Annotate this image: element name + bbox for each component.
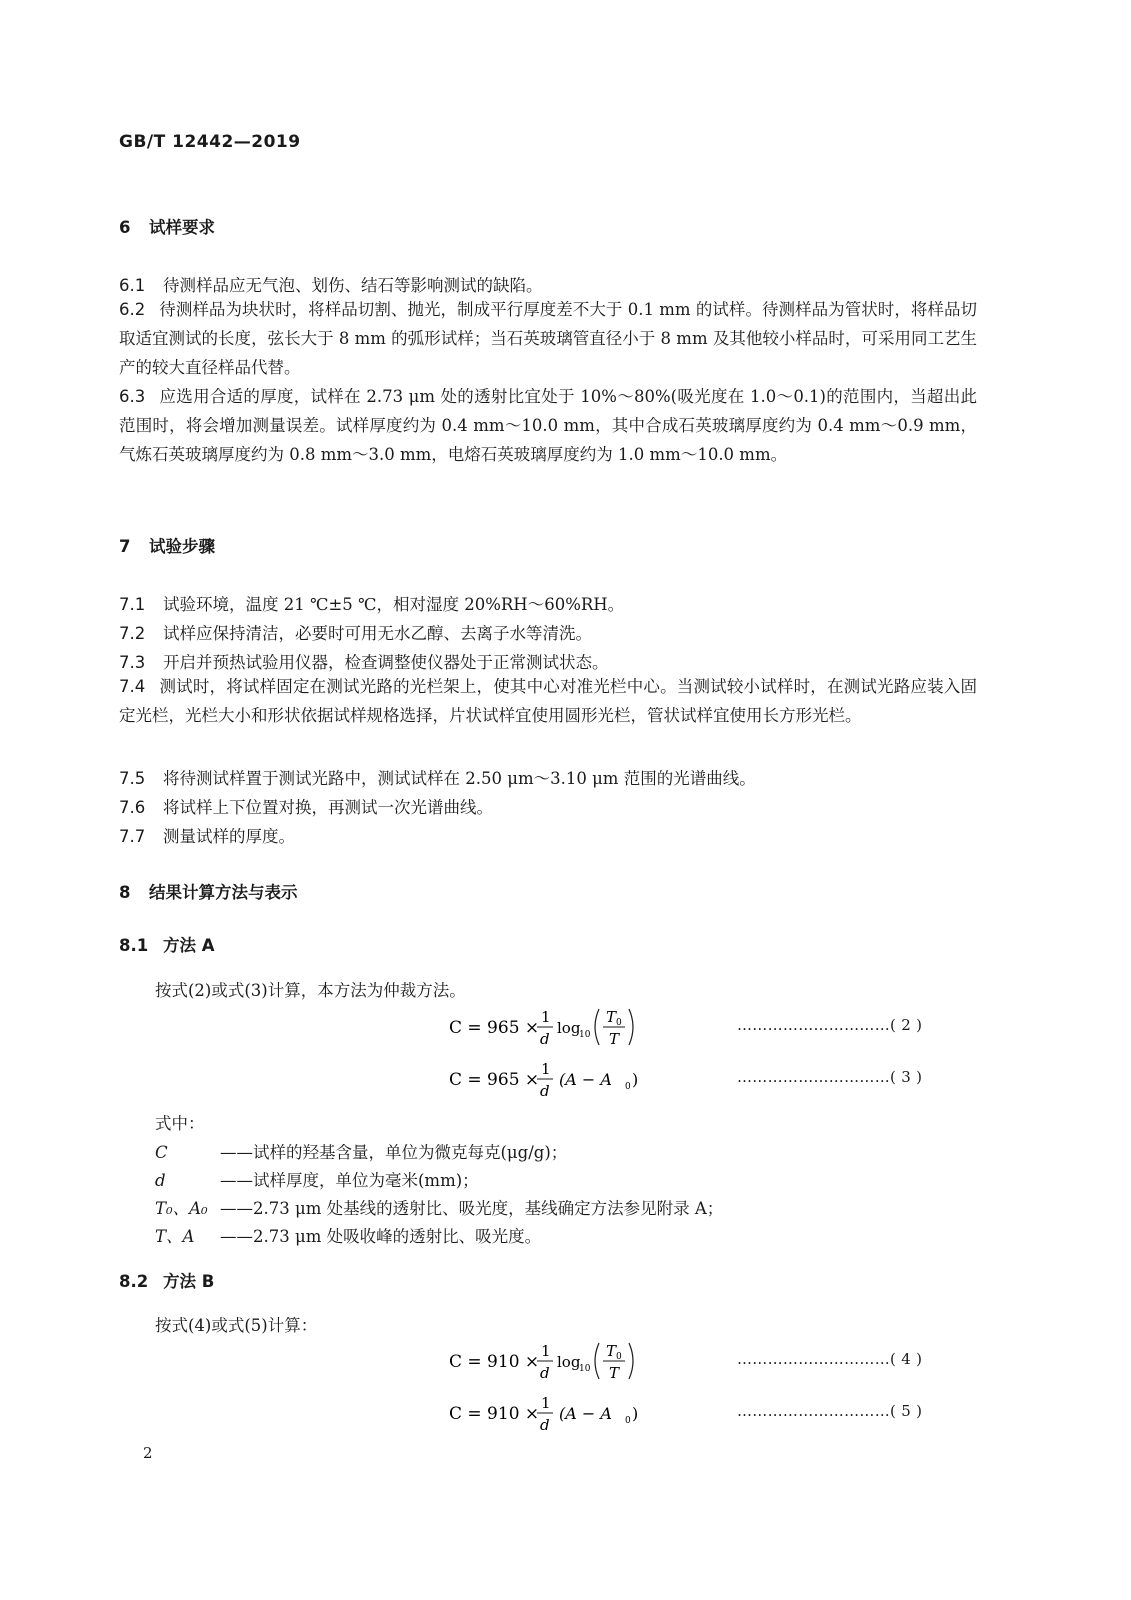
- right-paren: [629, 1009, 633, 1045]
- equation-lhs: C = 910 ×: [449, 1404, 540, 1424]
- clause-6-1: [119, 272, 977, 296]
- section-number: 6: [119, 218, 131, 237]
- clause-7-7: [119, 823, 977, 847]
- ratio-numerator: T: [606, 1342, 617, 1360]
- clause-text: 试验环境，温度 21 ℃±5 ℃，相对湿度 20%RH～60%RH。: [163, 595, 625, 614]
- clause-text: 应选用合适的厚度，试样在 2.73 μm 处的透射比宜处于 10%～80%(吸光度在 1.0～0.1)的范围内，当超出此范围时，将会增加测量误差。试样厚度约为 0.4 mm～10.0 mm，其中合成石英玻璃厚度约为 0.4 mm～0.9 mm，气炼石英玻璃厚度约为 0.8 mm～3.0 mm，电熔石英玻璃厚度约为 1.0 mm～10.0 mm。: [119, 387, 977, 464]
- equation-3-number: …………………………( 3 ): [737, 1068, 923, 1086]
- equation-5: [449, 1390, 669, 1434]
- equation-2-svg: [449, 1004, 669, 1052]
- clause-number: 6.3: [119, 387, 146, 406]
- log-base: 10: [579, 1364, 591, 1374]
- right-paren: [629, 1343, 633, 1379]
- clause-text: 试样应保持清洁，必要时可用无水乙醇、去离子水等清洗。: [163, 624, 592, 643]
- equation-2-number: …………………………( 2 ): [737, 1016, 923, 1034]
- log-base: 10: [579, 1030, 591, 1040]
- symbol: d: [155, 1171, 166, 1190]
- definition-text: ——试样的羟基含量，单位为微克每克(μg/g)；: [220, 1143, 568, 1162]
- definition-text: ——试样厚度，单位为毫米(mm)；: [220, 1171, 479, 1190]
- section-7-heading: [119, 533, 215, 557]
- ratio-numerator: T: [606, 1008, 617, 1026]
- left-paren: [595, 1009, 599, 1045]
- definition-d: [155, 1167, 479, 1191]
- clause-text: 开启并预热试验用仪器，检查调整使仪器处于正常测试状态。: [163, 653, 609, 672]
- equation-4: [449, 1338, 669, 1382]
- equation-2: [449, 1004, 669, 1048]
- symbol: T₀、A₀: [155, 1199, 208, 1218]
- section-number: 7: [119, 537, 131, 556]
- clause-number: 7.6: [119, 798, 146, 817]
- clause-text: 测量试样的厚度。: [163, 827, 295, 846]
- tail-subscript: 0: [625, 1082, 631, 1092]
- definition-T0-A0: [155, 1195, 723, 1219]
- equation-lhs: C = 910 ×: [449, 1352, 540, 1372]
- fraction-denominator: d: [540, 1082, 550, 1100]
- subsection-8-2-heading: [119, 1268, 214, 1292]
- clause-number: 7.4: [119, 677, 146, 696]
- clause-7-3: [119, 649, 977, 673]
- subsection-number: 8.1: [119, 936, 149, 955]
- clause-number: 7.7: [119, 827, 146, 846]
- method-a-intro: 按式(2)或式(3)计算，本方法为仲裁方法。: [155, 981, 466, 1000]
- section-number: 8: [119, 883, 131, 902]
- definition-T-A: [155, 1223, 541, 1247]
- ratio-numerator-sub: 0: [616, 1018, 622, 1028]
- equation-lhs: C = 965 ×: [449, 1070, 540, 1090]
- definition-text: ——2.73 μm 处基线的透射比、吸光度，基线确定方法参见附录 A；: [220, 1199, 724, 1218]
- clause-number: 7.1: [119, 595, 146, 614]
- section-title: 结果计算方法与表示: [149, 883, 298, 902]
- equation-lhs: C = 965 ×: [449, 1018, 540, 1038]
- ratio-denominator: T: [609, 1030, 620, 1048]
- ratio-denominator: T: [609, 1364, 620, 1382]
- equation-5-number: …………………………( 5 ): [737, 1402, 923, 1420]
- equation-4-svg: [449, 1338, 669, 1386]
- where-label: 式中：: [155, 1114, 205, 1133]
- clause-7-5: [119, 765, 977, 789]
- left-paren: [595, 1343, 599, 1379]
- clause-text: 待测样品为块状时，将样品切割、抛光，制成平行厚度差不大于 0.1 mm 的试样。待测样品为管状时，将样品切取适宜测试的长度，弦长大于 8 mm 的弧形试样；当石英玻璃管直径小于 8 mm 及其他较小样品时，可采用同工艺生产的较大直径样品代替。: [119, 300, 977, 377]
- section-title: 试验步骤: [149, 537, 215, 556]
- standard-header: GB/T 12442—2019: [119, 132, 301, 152]
- section-8-heading: [119, 879, 298, 903]
- clause-6-2: [119, 295, 977, 382]
- clause-number: 7.3: [119, 653, 146, 672]
- subsection-title: 方法 B: [163, 1272, 215, 1291]
- log-function: log: [557, 1353, 581, 1371]
- fraction-numerator: 1: [541, 1060, 551, 1078]
- definition-text: ——2.73 μm 处吸收峰的透射比、吸光度。: [220, 1227, 542, 1246]
- clause-7-6: [119, 794, 977, 818]
- clause-7-4: [119, 672, 977, 730]
- symbol: T、A: [155, 1227, 195, 1246]
- fraction-numerator: 1: [541, 1394, 551, 1412]
- clause-text: 待测样品应无气泡、划伤、结石等影响测试的缺陷。: [163, 276, 543, 295]
- definition-C: [155, 1139, 567, 1163]
- clause-number: 6.1: [119, 276, 146, 295]
- ratio-numerator-sub: 0: [616, 1352, 622, 1362]
- fraction-denominator: d: [540, 1030, 550, 1048]
- clause-7-1: [119, 591, 977, 615]
- fraction-numerator: 1: [541, 1342, 551, 1360]
- clause-number: 7.2: [119, 624, 146, 643]
- symbol: C: [155, 1143, 168, 1162]
- fraction-numerator: 1: [541, 1008, 551, 1026]
- equation-tail: (A − A: [559, 1404, 612, 1423]
- log-function: log: [557, 1019, 581, 1037]
- fraction-denominator: d: [540, 1364, 550, 1382]
- clause-7-2: [119, 620, 977, 644]
- closing-paren: ): [632, 1070, 639, 1089]
- clause-text: 将待测试样置于测试光路中，测试试样在 2.50 μm～3.10 μm 范围的光谱曲线。: [163, 769, 756, 788]
- clause-text: 将试样上下位置对换，再测试一次光谱曲线。: [163, 798, 493, 817]
- section-title: 试样要求: [149, 218, 215, 237]
- page-number: 2: [143, 1444, 153, 1462]
- fraction-denominator: d: [540, 1416, 550, 1434]
- clause-number: 7.5: [119, 769, 146, 788]
- tail-subscript: 0: [625, 1416, 631, 1426]
- equation-4-number: …………………………( 4 ): [737, 1350, 923, 1368]
- clause-number: 6.2: [119, 300, 146, 319]
- equation-tail: (A − A: [559, 1070, 612, 1089]
- equation-3: [449, 1056, 669, 1100]
- method-b-intro: 按式(4)或式(5)计算：: [155, 1316, 318, 1335]
- subsection-title: 方法 A: [163, 936, 215, 955]
- equation-3-svg: [449, 1056, 669, 1104]
- clause-text: 测试时，将试样固定在测试光路的光栏架上，使其中心对准光栏中心。当测试较小试样时，在测试光路应装入固定光栏，光栏大小和形状依据试样规格选择，片状试样宜使用圆形光栏，管状试样宜使用长方形光栏。: [119, 677, 977, 725]
- subsection-8-1-heading: [119, 932, 215, 956]
- section-6-heading: [119, 214, 215, 238]
- closing-paren: ): [632, 1404, 639, 1423]
- subsection-number: 8.2: [119, 1272, 149, 1291]
- equation-5-svg: [449, 1390, 669, 1438]
- clause-6-3: [119, 382, 977, 469]
